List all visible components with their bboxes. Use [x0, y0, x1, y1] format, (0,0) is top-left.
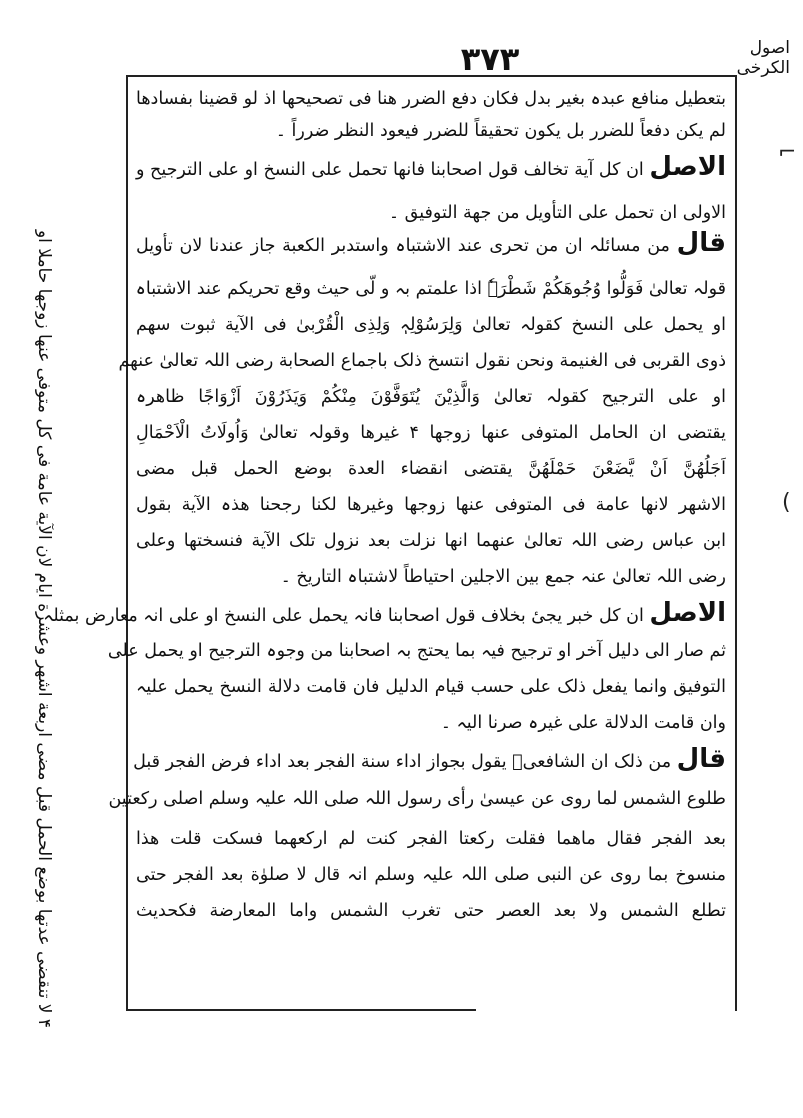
text-line: [136, 418, 726, 448]
text-line: [107, 636, 726, 666]
line-text: تطلع الشمس ولا بعد العصر حتی تغرب الشمس واما المعارضة فکحدیث: [136, 901, 726, 921]
line-text: من مسائلہ ان من تحری عند الاشتباہ واستدبر الکعبة جاز عندنا لان تأویل: [136, 236, 670, 256]
line-text: رضی اللہ تعالیٰ عنہ جمع بین الاجلین احتیاطاً لاشتباہ التاریخ ۔: [280, 567, 726, 587]
line-text: ان کل خبر یجیٔ بخلاف قول اصحابنا فانہ یحمل علی النسخ او علی انہ معارض بمثلہ: [43, 606, 644, 626]
frame-bottom-rule: [126, 1009, 476, 1011]
line-text: ثم صار الی دلیل آخر او ترجیح فیہ بما یحتج بہ اصحابنا من وجوہ الترجیح او یحمل علی: [107, 641, 726, 661]
line-text: یقتضی ان الحامل المتوفی عنھا زوجھا ۴ غیرھا وقولہ تعالیٰ وَاُولَاتُ الْاَحْمَالِ: [136, 423, 726, 443]
running-title: اصول الکرخی: [736, 38, 790, 78]
text-line: [136, 274, 726, 304]
line-text: الاشھر لانھا عامة فی المتوفی عنھا زوجھا وغیرھا لکنا رجحنا ھذہ الآیة بقول: [136, 495, 726, 515]
text-line: [133, 744, 726, 774]
text-line: [136, 526, 726, 556]
text-line: [136, 708, 726, 738]
edge-mark-top: ⌐: [778, 140, 797, 165]
text-line: [43, 598, 726, 628]
text-line: [136, 116, 726, 146]
line-text: قولہ تعالیٰ فَوَلُّوا وُجُوھَکُمْ شَطْرَہٗ اذا علمتم بہ و لّی حیث وقع تحریکم عند الاشتباہ: [135, 279, 726, 299]
margin-footnote: ۴ لا تنقضی عدتها بوضع الحمل قبل مضی اربعة اشهر وعشرة ایام لان الآیة عامة فی کل متوفی عنها زوجها حاملا او: [34, 229, 54, 1028]
edge-mark-middle: (: [782, 490, 791, 515]
line-text: بعد الفجر فقال ماھما فقلت رکعتا الفجر کنت لم ارکعھما فسکت قلت ھذا: [136, 829, 726, 849]
line-text: بتعطیل منافع عبدہ بغیر بدل فکان دفع الضرر ھنا فی تصحیحھا اذ لو قضینا بفسادھا: [136, 89, 726, 109]
text-line: [136, 310, 726, 340]
line-text: ابن عباس رضی اللہ تعالیٰ عنھما انھا نزلت بعد نزول تلک الآیة فنسختھا وعلی: [136, 531, 726, 551]
line-text: لم یکن دفعاً للضرر بل یکون تحقیقاً للضرر فیعود النظر ضرراً ۔: [275, 121, 726, 141]
line-text: منسوخ بما روی عن النبی صلی اللہ علیہ وسلم انہ قال لا صلوٰة بعد الفجر حتی: [136, 865, 726, 885]
section-heading: قال: [676, 744, 726, 774]
page-number: ۳۷۳: [460, 40, 520, 78]
text-line: [136, 860, 726, 890]
text-line: [118, 346, 726, 376]
text-line: [136, 672, 726, 702]
line-text: وان قامت الدلالة علی غیرہ صرنا الیہ ۔: [440, 713, 726, 733]
line-text: اَجَلُھُنَّ اَنْ یَّضَعْنَ حَمْلَھُنَّ یقتضی انقضاء العدة بوضع الحمل قبل مضی: [136, 459, 726, 479]
text-line: [136, 824, 726, 854]
text-line: [136, 896, 726, 926]
section-heading: الاصل: [649, 598, 726, 628]
text-line: [136, 382, 726, 412]
section-heading: قال: [676, 228, 726, 258]
line-text: او علی الترجیح کقولہ تعالیٰ وَالَّذِیْنَ یُتَوَفَّوْنَ مِنْکُمْ وَیَذَرُوْنَ اَزْوَاجًا ظاھرہ: [136, 387, 726, 407]
section-heading: الاصل: [649, 152, 726, 182]
text-line: [136, 454, 726, 484]
line-text: او یحمل علی النسخ کقولہ تعالیٰ وَلِرَسُوْلِہٖ وَلِذِی الْقُرْبیٰ فی الآیة ثبوت سھم: [136, 315, 726, 335]
text-line: [136, 84, 726, 114]
text-line: [136, 198, 726, 228]
text-line: [136, 152, 726, 182]
text-line: [136, 490, 726, 520]
line-text: من ذلک ان الشافعیؒ یقول بجواز اداء سنة الفجر بعد اداء فرض الفجر قبل: [133, 752, 672, 772]
text-line: [136, 562, 726, 592]
text-line: [136, 228, 726, 258]
line-text: ذوی القربی فی الغنیمة ونحن نقول انتسخ ذلک باجماع الصحابة رضی اللہ تعالیٰ عنھم: [118, 351, 726, 371]
line-text: طلوع الشمس لما روی عن عیسیٰ رأی رسول اللہ صلی اللہ علیہ وسلم اصلی رکعتین: [108, 789, 726, 809]
text-line: [108, 784, 726, 814]
line-text: ان کل آیة تخالف قول اصحابنا فانھا تحمل علی النسخ او علی الترجیح و: [136, 160, 644, 180]
line-text: الاولی ان تحمل علی التأویل من جھة التوفیق ۔: [388, 203, 726, 223]
line-text: التوفیق وانما یفعل ذلک علی حسب قیام الدلیل فان قامت دلالة النسخ یحمل علیہ: [136, 677, 726, 697]
